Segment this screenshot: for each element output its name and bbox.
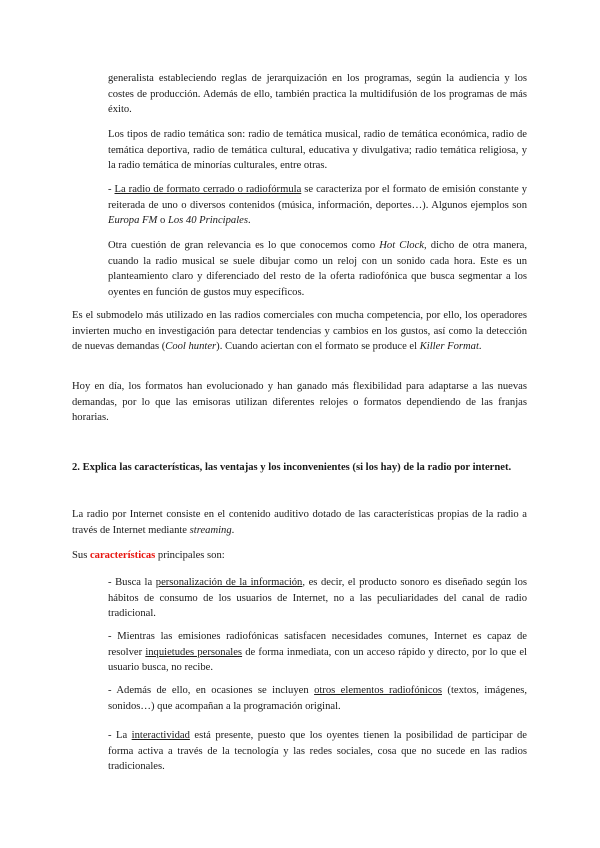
italic-term: Hot Clock xyxy=(379,240,425,251)
underlined-term: personalización de la información xyxy=(155,577,303,588)
italic-term: Killer Format xyxy=(419,341,479,353)
bullet-otros-elementos xyxy=(108,683,527,714)
underlined-term: La radio de formato cerrado o radiofórmula xyxy=(114,184,302,195)
paragraph-tipos-radio-tematica: Los tipos de radio temática son: radio de temática musical, radio de temática económica, radio de temática deportiva, radio de temática cultural, educativa y divulgativa; radio temática religiosa, y la radio temática de minorías culturales, entre otras. xyxy=(108,129,527,172)
bullet-personalizacion xyxy=(108,575,527,622)
paragraph-generalista: generalista estableciendo reglas de jerarquización en los programas, según la audiencia y los costes de producción. Además de ello, también practica la multidifusión de los programas de más éxito. xyxy=(108,73,527,116)
italic-term: Cool hunter xyxy=(165,341,217,353)
paragraph-hoy-en-dia: Hoy en día, los formatos han evolucionado y han ganado más flexibilidad para adaptarse a las nuevas demandas, por lo que las emisoras utilizan diferentes relojes o formatos dependiendo de las franjas horarias. xyxy=(72,381,527,424)
italic-term: streaming xyxy=(189,524,232,536)
text: La radio por Internet consiste en el contenido auditivo dotado de las características propias de la radio a través de Internet mediante xyxy=(72,509,527,536)
text: se caracteriza por el formato de emisión constante y reiterada de uno o diversos contenidos (música, información, deportes…). Algunos ejemplos son xyxy=(108,184,527,211)
paragraph-radio-internet xyxy=(72,507,527,538)
text: (textos, imágenes, sonidos…) que acompañan a la programación original. xyxy=(108,685,527,712)
paragraph-hot-clock xyxy=(108,238,527,301)
text: . xyxy=(478,341,482,353)
text: principales son: xyxy=(155,550,225,561)
paragraph-submodelo xyxy=(72,308,527,355)
text: ). Cuando aciertan con el formato se produce el xyxy=(216,341,420,353)
text: , dicho de otra manera, cuando la radio musical se suele dibujar como un reloj con un sonido cada hora. Este es un planteamiento claro y diferenciado del resto de la oferta radiofónica que busca segmentar a los oyentes en función de gustos muy específicos. xyxy=(108,240,527,299)
text: Es el submodelo más utilizado en las radios comerciales con mucha competencia, por ello, los operadores invierten mucho en investigación para detectar tendencias y cambios en los gustos, así como la detección de nuevas demandas ( xyxy=(72,310,527,353)
underlined-term: interactividad xyxy=(131,730,190,741)
bullet-interactividad xyxy=(108,728,527,775)
underlined-term: otros elementos radiofónicos xyxy=(314,685,442,696)
text: Sus xyxy=(72,550,90,561)
italic-term: Los 40 Principales xyxy=(167,215,248,227)
text: - La xyxy=(108,730,132,741)
bullet-inquietudes xyxy=(108,629,527,676)
underlined-term: inquietudes personales xyxy=(145,646,243,658)
paragraph-caracteristicas-intro xyxy=(72,548,527,564)
text: - Busca la xyxy=(108,577,156,588)
section-heading: 2. Explica las características, las ventajas y los inconvenientes (si los hay) de la radio por internet. xyxy=(72,462,512,473)
highlighted-term: características xyxy=(89,550,156,561)
paragraph-radioformula xyxy=(108,182,527,229)
text: está presente, puesto que los oyentes tienen la posibilidad de participar de forma activa a través de la tecnología y las redes sociales, cosa que no sucede en las radios tradicionales. xyxy=(108,730,527,773)
italic-term: Europa FM xyxy=(108,215,158,227)
text: de forma inmediata, con un acceso rápido y directo, por lo que el usuario busca, no recibe. xyxy=(108,646,528,674)
text: - xyxy=(108,184,115,195)
text: Otra cuestión de gran relevancia es lo que conocemos como xyxy=(108,240,380,251)
text: - Además de ello, en ocasiones se incluyen xyxy=(108,685,315,696)
text: o xyxy=(157,215,168,227)
text: , es decir, el producto sonoro es diseñado según los hábitos de consumo de los usuarios de Internet, no a las peculiaridades del canal de radio tradicional. xyxy=(108,577,528,620)
text: . xyxy=(231,524,235,536)
text: . xyxy=(247,215,251,227)
text: - Mientras las emisiones radiofónicas satisfacen necesidades comunes, Internet es capaz de resolver xyxy=(108,631,527,658)
